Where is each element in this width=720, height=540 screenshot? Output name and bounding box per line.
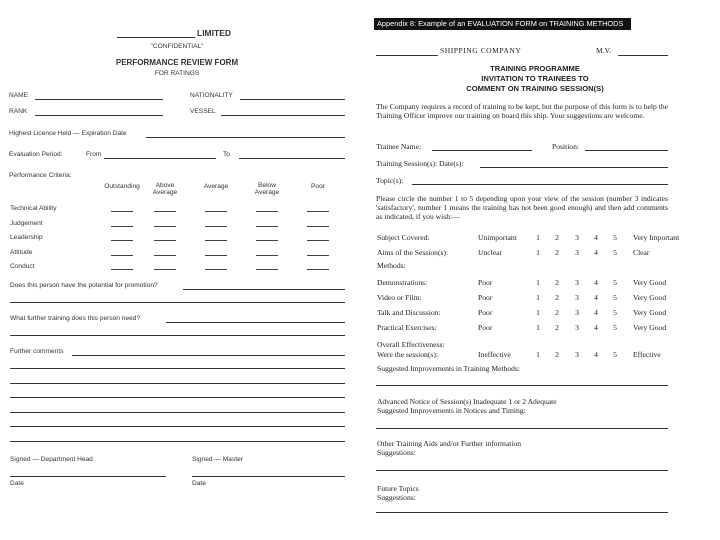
rating-row-label: Subject Covered: xyxy=(377,233,430,242)
name-field[interactable] xyxy=(35,99,163,100)
signed-dept-head-label: Signed — Department Head xyxy=(10,456,93,463)
rating-blank[interactable] xyxy=(256,240,278,241)
rating-high-label: Very Important xyxy=(633,233,680,242)
intro-text: The Company requires a record of training to be kept, but the purpose of this form is to help the Training Officer improve our training on board this ship. Your suggestions are welcome. xyxy=(376,102,668,120)
vessel-field[interactable] xyxy=(221,115,345,116)
rating-low-label: Poor xyxy=(478,308,493,317)
rating-option-5[interactable]: 5 xyxy=(613,350,617,359)
dept-head-signature-field[interactable] xyxy=(10,476,166,477)
rating-option-3[interactable]: 3 xyxy=(575,323,579,332)
rating-blank[interactable] xyxy=(256,255,278,256)
criteria-row-label: Leadership xyxy=(10,234,43,241)
rating-option-2[interactable]: 2 xyxy=(555,323,559,332)
rating-blank[interactable] xyxy=(111,211,133,212)
rating-blank[interactable] xyxy=(154,240,176,241)
date-label: Date xyxy=(10,480,24,487)
rating-option-4[interactable]: 4 xyxy=(594,308,598,317)
column-header: Above Average xyxy=(152,182,178,196)
rating-row-label: Video or Film: xyxy=(377,293,422,302)
shipping-company-field[interactable] xyxy=(376,55,438,56)
rating-blank[interactable] xyxy=(256,269,278,270)
appendix-banner: Appendix 8: Example of an EVALUATION FORM on TRAINING METHODS xyxy=(374,18,631,30)
rating-blank[interactable] xyxy=(154,255,176,256)
rating-low-label: Ineffective xyxy=(478,350,511,359)
rating-high-label: Very Good xyxy=(633,308,667,317)
column-header: Outstanding xyxy=(104,183,140,190)
training-question: What further training does this person need? xyxy=(10,315,141,322)
column-header: Below Average xyxy=(254,182,280,196)
rating-blank[interactable] xyxy=(205,269,227,270)
rating-option-3[interactable]: 3 xyxy=(575,308,579,317)
rating-option-2[interactable]: 2 xyxy=(555,350,559,359)
rating-option-5[interactable]: 5 xyxy=(613,248,617,257)
rating-blank[interactable] xyxy=(154,269,176,270)
rating-option-2[interactable]: 2 xyxy=(555,293,559,302)
methods-label: Methods: xyxy=(377,261,406,270)
rating-row-label: Were the session(s): xyxy=(377,350,438,359)
comments-label: Further comments xyxy=(10,348,64,355)
rating-option-5[interactable]: 5 xyxy=(613,233,617,242)
rating-option-2[interactable]: 2 xyxy=(555,248,559,257)
comments-field-line[interactable] xyxy=(10,368,345,369)
criteria-row-label: Conduct xyxy=(10,263,35,270)
rating-option-1[interactable]: 1 xyxy=(536,248,540,257)
confidential-label: "CONFIDENTIAL" xyxy=(150,43,204,50)
vessel-label: VESSEL xyxy=(190,108,216,115)
rating-blank[interactable] xyxy=(205,255,227,256)
title-line-2: INVITATION TO TRAINEES TO xyxy=(481,74,589,83)
rating-blank[interactable] xyxy=(205,240,227,241)
rating-option-3[interactable]: 3 xyxy=(575,278,579,287)
promotion-question: Does this person have the potential for promotion? xyxy=(10,282,158,289)
comments-field-line[interactable] xyxy=(10,383,345,384)
rating-option-4[interactable]: 4 xyxy=(594,248,598,257)
rating-high-label: Very Good xyxy=(633,278,667,287)
rating-option-3[interactable]: 3 xyxy=(575,350,579,359)
rating-row-label: Talk and Discussion: xyxy=(377,308,441,317)
licence-label: Highest Licence Held — Expiration Date xyxy=(9,130,127,137)
rating-option-5[interactable]: 5 xyxy=(613,293,617,302)
training-field[interactable] xyxy=(166,322,345,323)
comments-field[interactable] xyxy=(72,355,345,356)
rating-high-label: Effective xyxy=(633,350,661,359)
rating-option-5[interactable]: 5 xyxy=(613,308,617,317)
criteria-row-label: Technical Ability xyxy=(10,205,57,212)
comments-field-line[interactable] xyxy=(10,441,345,442)
to-field[interactable] xyxy=(239,158,345,159)
training-field-line[interactable] xyxy=(10,335,345,336)
rating-low-label: Unimportant xyxy=(478,233,517,242)
suggestions-label: Suggestions: xyxy=(377,448,416,457)
rating-blank[interactable] xyxy=(307,269,329,270)
rating-option-2[interactable]: 2 xyxy=(555,278,559,287)
shipping-company-label: SHIPPING COMPANY xyxy=(440,46,522,55)
rating-blank[interactable] xyxy=(307,226,329,227)
mv-field[interactable] xyxy=(618,55,668,56)
rating-option-4[interactable]: 4 xyxy=(594,293,598,302)
rating-option-4[interactable]: 4 xyxy=(594,278,598,287)
rating-blank[interactable] xyxy=(205,211,227,212)
trainee-name-field[interactable] xyxy=(432,150,532,151)
improve-methods-label: Suggested Improvements in Training Methods: xyxy=(377,364,521,373)
form-subtitle: FOR RATINGS xyxy=(154,70,200,77)
rating-option-4[interactable]: 4 xyxy=(594,350,598,359)
rank-field[interactable] xyxy=(35,115,163,116)
other-aids-label: Other Training Aids and/or Further information xyxy=(377,439,522,448)
rating-row-label: Aims of the Session(s): xyxy=(377,248,449,257)
rating-option-2[interactable]: 2 xyxy=(555,233,559,242)
rating-blank[interactable] xyxy=(307,240,329,241)
column-header: Poor xyxy=(311,183,325,190)
criteria-row-label: Attitude xyxy=(10,248,33,256)
rating-blank[interactable] xyxy=(111,255,133,256)
comments-field-line[interactable] xyxy=(10,412,345,413)
improve-notices-label: Suggested Improvements in Notices and Timing: xyxy=(377,406,526,415)
rating-option-5[interactable]: 5 xyxy=(613,323,617,332)
rating-low-label: Poor xyxy=(478,293,493,302)
rating-row-label: Demonstrations: xyxy=(377,278,428,287)
session-dates-label: Training Session(s): Date(s): xyxy=(376,159,464,168)
suggestions-label: Suggestions: xyxy=(377,493,416,502)
rating-option-1[interactable]: 1 xyxy=(536,233,540,242)
position-label: Position: xyxy=(552,142,580,151)
rating-low-label: Poor xyxy=(478,323,493,332)
rating-high-label: Clear xyxy=(633,248,650,257)
rating-row-label: Overall Effectiveness: xyxy=(377,340,445,349)
promotion-field-line[interactable] xyxy=(10,302,345,303)
rating-option-3[interactable]: 3 xyxy=(575,248,579,257)
company-suffix: LIMITED xyxy=(197,28,231,38)
rating-option-1[interactable]: 1 xyxy=(536,308,540,317)
rating-option-3[interactable]: 3 xyxy=(575,233,579,242)
improve-methods-field[interactable] xyxy=(376,385,668,386)
rating-option-1[interactable]: 1 xyxy=(536,323,540,332)
rating-blank[interactable] xyxy=(307,211,329,212)
rating-row-label: Practical Exercises: xyxy=(377,323,437,332)
session-dates-field[interactable] xyxy=(480,167,668,168)
rank-label: RANK xyxy=(9,108,28,115)
rating-option-2[interactable]: 2 xyxy=(555,308,559,317)
topics-field[interactable] xyxy=(412,184,668,185)
improve-notices-field[interactable] xyxy=(376,428,668,429)
from-field[interactable] xyxy=(104,158,216,159)
evaluation-period-label: Evaluation Period: xyxy=(9,151,63,158)
rating-option-3[interactable]: 3 xyxy=(575,293,579,302)
instructions-text: Please circle the number 1 to 5 depending upon your view of the session (number 3 indicates 'satisfactory', number 1 means the training has not been good enough) and then add comments as indicated, if you wish:— xyxy=(376,194,668,221)
advanced-notice-label: Advanced Notice of Session(s) Inadequate 1 or 2 Adequate xyxy=(377,397,557,406)
company-name-field[interactable] xyxy=(117,37,195,38)
rating-high-label: Very Good xyxy=(633,323,667,332)
form-title: PERFORMANCE REVIEW FORM xyxy=(115,58,239,67)
title-line-3: COMMENT ON TRAINING SESSION(S) xyxy=(466,84,604,93)
comments-field-line[interactable] xyxy=(10,426,345,427)
master-signature-field[interactable] xyxy=(192,476,345,477)
rating-blank[interactable] xyxy=(256,211,278,212)
rating-blank[interactable] xyxy=(154,226,176,227)
rating-blank[interactable] xyxy=(154,211,176,212)
title-line-1: TRAINING PROGRAMME xyxy=(490,64,580,73)
rating-blank[interactable] xyxy=(205,226,227,227)
from-label: From xyxy=(86,151,102,158)
rating-option-1[interactable]: 1 xyxy=(536,278,540,287)
topics-label: Topic(s): xyxy=(376,176,404,185)
licence-field[interactable] xyxy=(146,137,345,138)
other-aids-field[interactable] xyxy=(376,470,668,471)
position-field[interactable] xyxy=(585,150,668,151)
nationality-field[interactable] xyxy=(240,99,345,100)
rating-option-5[interactable]: 5 xyxy=(613,278,617,287)
date-label: Date xyxy=(192,480,206,487)
rating-blank[interactable] xyxy=(256,226,278,227)
rating-blank[interactable] xyxy=(111,269,133,270)
rating-option-4[interactable]: 4 xyxy=(594,323,598,332)
future-topics-field[interactable] xyxy=(376,512,668,513)
rating-blank[interactable] xyxy=(111,240,133,241)
name-label: NAME xyxy=(9,92,29,99)
promotion-field[interactable] xyxy=(183,289,345,290)
rating-blank[interactable] xyxy=(111,226,133,227)
rating-high-label: Very Good xyxy=(633,293,667,302)
rating-option-4[interactable]: 4 xyxy=(594,233,598,242)
rating-option-1[interactable]: 1 xyxy=(536,293,540,302)
comments-field-line[interactable] xyxy=(10,397,345,398)
mv-label: M.V. xyxy=(596,46,612,55)
future-topics-label: Future Topics xyxy=(377,484,419,493)
rating-low-label: Poor xyxy=(478,278,493,287)
trainee-name-label: Trainee Name: xyxy=(376,142,422,151)
signed-master-label: Signed — Master xyxy=(192,456,243,463)
rating-low-label: Unclear xyxy=(478,248,503,257)
nationality-label: NATIONALITY xyxy=(190,92,233,99)
column-header: Average xyxy=(203,183,229,190)
rating-option-1[interactable]: 1 xyxy=(536,350,540,359)
rating-blank[interactable] xyxy=(307,255,329,256)
criteria-label: Performance Criteria: xyxy=(9,172,72,179)
to-label: To xyxy=(223,151,230,158)
criteria-row-label: Judgement xyxy=(10,219,43,227)
